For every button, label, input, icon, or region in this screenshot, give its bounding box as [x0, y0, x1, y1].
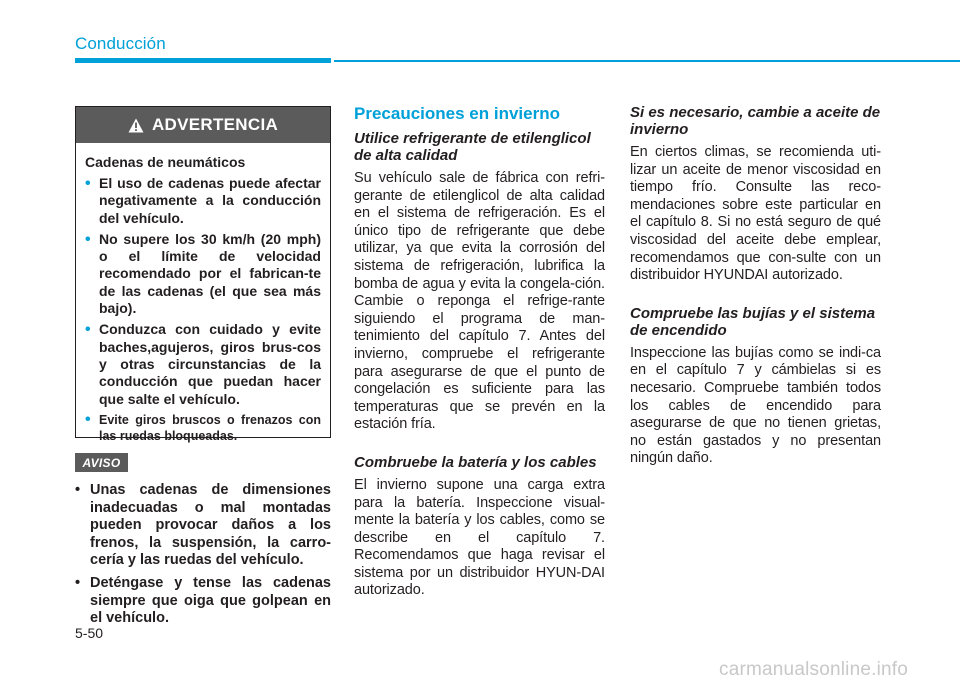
column-middle	[354, 104, 605, 600]
warning-header	[76, 107, 330, 143]
header-rule-thin	[334, 60, 960, 62]
notice-item: • Deténgase y tense las cadenas siempre que oiga que golpean en el vehículo.	[75, 574, 331, 627]
paragraph: Inspeccione las bujías como se indi-ca en el capítulo 7 y cámbielas si es necesario. Compruebe también todos los cables de encendido para asegurarse de que no tienen grietas, no están gastados y no presentan ningún daño.	[630, 344, 881, 467]
warning-item: • No supere los 30 km/h (20 mph) o el límite de velocidad recomendado por el fabrican-te de las cadenas (el que sea más bajo).	[85, 230, 321, 317]
notice-item: • Unas cadenas de dimensiones inadecuadas o mal montadas pueden provocar daños a los frenos, la suspensión, la carro-cería y las ruedas del vehículo.	[75, 482, 331, 569]
subsection-title: Utilice refrigerante de etilenglicol de alta calidad	[354, 130, 591, 164]
bullet-icon: •	[75, 482, 81, 498]
column-right	[630, 104, 881, 468]
warning-item: • Evite giros bruscos o frenazos con las ruedas bloqueadas.	[85, 410, 321, 444]
paragraph: El invierno supone una carga extra para la batería. Inspeccione visual-mente la batería y los cables, como se describe en el capítulo 7. Recomendamos que haga revisar el sistema por un distribuidor HYUN-DAI autorizado.	[354, 476, 605, 599]
bullet-icon: •	[85, 175, 91, 192]
bullet-icon: •	[85, 230, 91, 248]
warning-list	[85, 175, 321, 445]
bullet-icon: •	[85, 321, 91, 339]
page-number: 5-50	[75, 625, 104, 641]
section-heading: Precauciones en invierno	[354, 104, 560, 123]
warning-subtitle: Cadenas de neumáticos	[85, 154, 246, 170]
notice-list	[75, 482, 331, 633]
warning-triangle-icon	[128, 118, 144, 133]
paragraph: Su vehículo sale de fábrica con refri-gerante de etilenglicol de alta calidad en el sistema de refrigeración. Es el único tipo de refrigerante que debe utilizar, ya que evita la corrosión del sistema de refrigeración, lubrifica la bomba de agua y evita la congela-ción. Cambie o reponga el refrige-rante siguiendo el programa de man-tenimiento del capítulo 7. Antes del invierno, compruebe el refrigerante para asegurarse de que el punto de congelación es suficiente para las temperaturas que se prevén en la estación fría.	[354, 170, 605, 433]
header-rule-thick	[75, 58, 331, 63]
bullet-icon: •	[85, 410, 91, 428]
watermark: carmanualsonline.info	[719, 659, 909, 680]
warning-title: ADVERTENCIA	[151, 115, 279, 134]
warning-item: • El uso de cadenas puede afectar negativamente a la conducción del vehículo.	[85, 175, 321, 226]
subsection-title: Si es necesario, cambie a aceite de invierno	[630, 104, 881, 138]
warning-item: • Conduzca con cuidado y evite baches,agujeros, giros brus-cos y otras circunstancias de la conducción que puedan hacer que salte el vehículo.	[85, 321, 321, 407]
subsection-title: Combruebe la batería y los cables	[354, 453, 597, 471]
bullet-icon: •	[75, 574, 81, 591]
section-title: Conducción	[75, 34, 166, 53]
subsection-title: Compruebe las bujías y el sistema de encendido	[630, 304, 876, 339]
paragraph: En ciertos climas, se recomienda uti-lizar un aceite de menor viscosidad en tiempo frío. Consulte las reco-mendaciones sobre este particular en el capítulo 8. Si no está seguro de qué viscosidad del aceite debe emplear, recomendamos que con-sulte con un distribuidor HYUNDAI autorizado.	[630, 144, 881, 284]
notice-label: AVISO	[75, 453, 128, 472]
warning-box	[75, 106, 331, 444]
